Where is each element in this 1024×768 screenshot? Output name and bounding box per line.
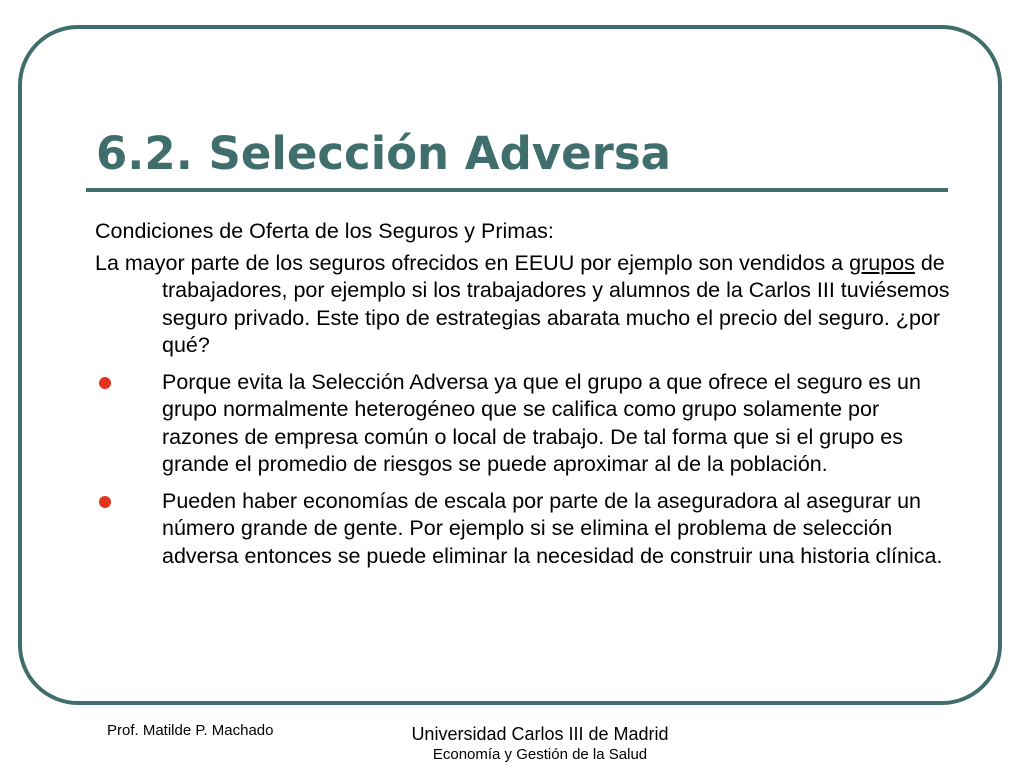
intro-underlined-word: grupos (849, 250, 915, 275)
bullet-item-2 (95, 488, 955, 571)
intro-text-before: La mayor parte de los seguros ofrecidos en EEUU por ejemplo son vendidos a (95, 250, 850, 275)
intro-text-after: de trabajadores, por ejemplo si los trabajadores y alumnos de la Carlos III tuviésemos seguro privado. Este tipo de estrategias abarata mucho el precio del seguro. ¿por qué? (162, 250, 950, 357)
footer-university: Universidad Carlos III de Madrid (411, 724, 669, 744)
footer-course: Economía y Gestión de la Salud (432, 746, 648, 763)
footer-institution (380, 723, 700, 765)
bullet-item-1 (95, 369, 955, 479)
bullet-dot-icon (99, 496, 111, 508)
title-underline (86, 188, 948, 192)
slide-title: 6.2. Selección Adversa (96, 127, 671, 180)
intro-paragraph (95, 250, 955, 360)
bullet-dot-icon (99, 377, 111, 389)
footer-author: Prof. Matilde P. Machado (107, 722, 274, 739)
bullet-text-2: Pueden haber economías de escala por parte de la aseguradora al asegurar un número grande de gente. Por ejemplo si se elimina el problema de selección adversa entonces se puede eliminar la necesidad de construir una historia clínica. (162, 488, 943, 568)
subtitle: Condiciones de Oferta de los Seguros y Primas: (95, 219, 554, 243)
bullet-text-1: Porque evita la Selección Adversa ya que el grupo a que ofrece el seguro es un grupo normalmente heterogéneo que se califica como grupo solamente por razones de empresa común o local de trabajo. De tal forma que si el grupo es grande el promedio de riesgos se puede aproximar al de la población. (162, 369, 921, 476)
slide-body (95, 218, 955, 570)
